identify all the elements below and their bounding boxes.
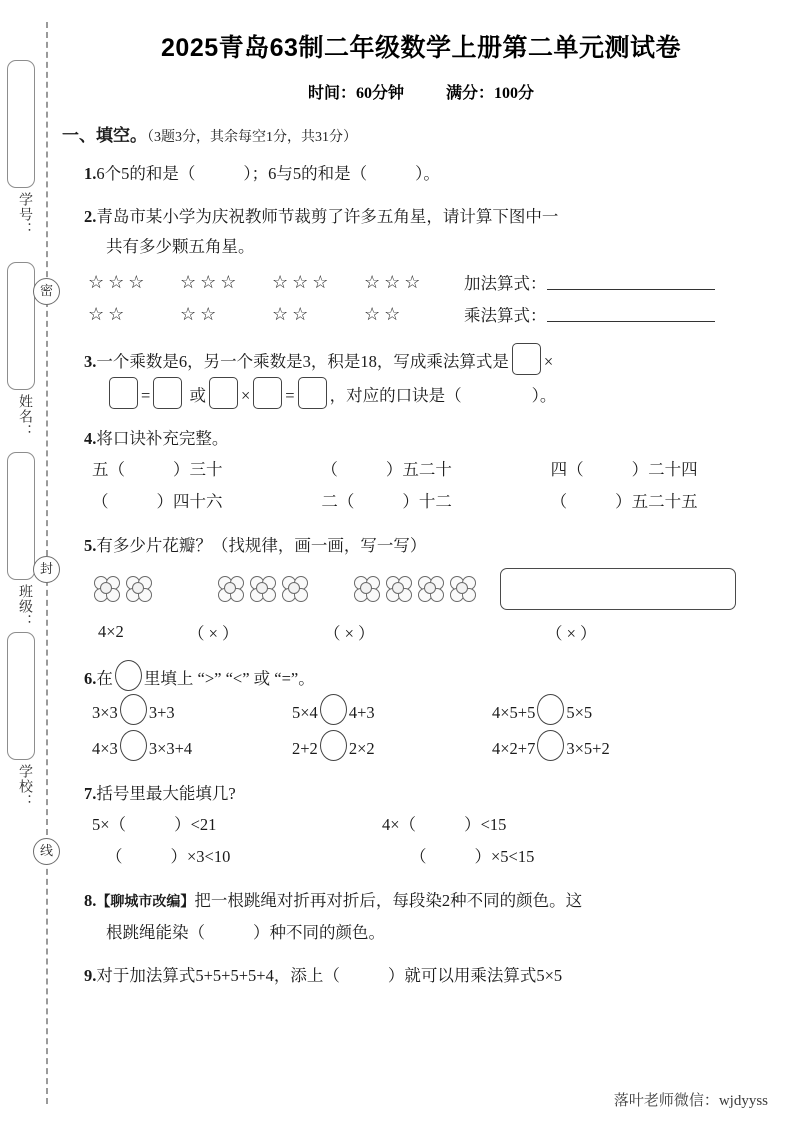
question-2	[62, 202, 780, 262]
q5-expression-1: 4×2	[98, 622, 124, 641]
compare-answer-circle[interactable]	[120, 694, 147, 725]
flower-icon	[248, 574, 278, 604]
flower-group-2	[216, 574, 352, 604]
question-8	[62, 886, 780, 948]
star-group: ☆☆☆	[364, 271, 425, 292]
question-7	[62, 779, 780, 809]
question-7-row-1	[62, 809, 780, 841]
q5-expression-4[interactable]: （ × ）	[546, 624, 597, 643]
multiplication-formula-label: 乘法算式：	[464, 306, 547, 325]
flower-icon	[216, 574, 246, 604]
compare-item-5-right: 2×2	[348, 739, 375, 758]
question-4-number: 4.	[84, 429, 97, 448]
question-7-title: 括号里最大能填几?	[96, 784, 236, 803]
q7-item-1-suffix: ）<21	[174, 815, 217, 834]
question-8-text-line2b: ）种不同的颜色。	[253, 923, 385, 942]
q4-item-2-suffix: ）五二十	[385, 460, 452, 479]
star-group: ☆☆	[180, 303, 221, 324]
q7-item-4	[396, 841, 670, 873]
question-4	[62, 424, 780, 454]
flower-icon	[124, 574, 154, 604]
star-group: ☆☆	[272, 303, 313, 324]
question-8-line-1	[84, 886, 780, 918]
q4-item-4	[92, 486, 321, 518]
compare-item-4	[92, 730, 292, 766]
question-7-number: 7.	[84, 784, 97, 803]
question-3	[62, 343, 780, 411]
exam-time-label: 时间：60分钟	[307, 85, 404, 102]
question-9	[62, 961, 780, 991]
flower-group-1	[92, 574, 216, 604]
seal-field-box-name[interactable]	[7, 262, 35, 390]
page-title: 2025青岛63制二年级数学上册第二单元测试卷	[161, 34, 681, 62]
question-1-text-c: ）。	[415, 164, 440, 183]
exam-score-label: 满分：100分	[446, 85, 535, 102]
footer-watermark: 落叶老师微信：wjdyyss	[613, 1093, 768, 1109]
q7-item-3-prefix: （	[106, 847, 123, 866]
q4-item-5-prefix: 二（	[321, 492, 355, 511]
star-group: ☆☆☆	[180, 271, 241, 292]
compare-item-4-right: 3×3+4	[148, 739, 193, 758]
question-3-times-2: ×	[240, 386, 251, 405]
question-7-row-2	[62, 841, 780, 873]
q7-item-3	[92, 841, 396, 873]
q7-item-2-suffix: ）<15	[464, 815, 507, 834]
exam-meta	[62, 80, 780, 103]
q7-item-4-prefix: （	[410, 847, 427, 866]
question-5-draw-answer-box[interactable]	[500, 568, 736, 610]
section-heading-note: （3题3分，其余每空1分，共31分）	[147, 130, 357, 145]
question-1	[62, 159, 780, 189]
seal-field-label-class: 班级：	[17, 584, 32, 629]
star-group: ☆☆☆	[272, 271, 333, 292]
q4-item-5-suffix: ）十二	[402, 492, 452, 511]
star-group: ☆☆	[88, 303, 129, 324]
question-3-times-1: ×	[543, 352, 554, 371]
compare-circle-icon	[115, 660, 142, 691]
seal-mark-xian: 线	[33, 838, 60, 865]
question-3-text: 一个乘数是6，另一个乘数是3，积是18，写成乘法算式是	[96, 352, 509, 371]
flower-icon	[280, 574, 310, 604]
q4-item-3-prefix: 四（	[550, 460, 584, 479]
seal-field-box-school[interactable]	[7, 632, 35, 760]
compare-item-3-left: 4×5+5	[492, 703, 536, 722]
q7-item-3-suffix: ）×3<10	[170, 847, 231, 866]
question-9-text-b: ）就可以用乘法算式5×5	[387, 966, 563, 985]
answer-box-q3-5[interactable]	[253, 377, 282, 409]
section-heading-text: 一、填空。	[62, 126, 147, 145]
q4-item-1-suffix: ）三十	[173, 460, 223, 479]
question-1-text-b: ）；6与5的和是（	[243, 164, 368, 183]
question-3-or: 或	[189, 386, 206, 405]
question-2-number: 2.	[84, 207, 97, 226]
q4-item-1	[92, 454, 321, 486]
q5-expression-2[interactable]: （ × ）	[188, 624, 239, 643]
flower-icon	[384, 574, 414, 604]
q4-item-3-suffix: ）二十四	[631, 460, 698, 479]
compare-item-3-right: 5×5	[566, 703, 593, 722]
compare-item-6-right: 3×5+2	[566, 739, 610, 758]
q4-item-2-prefix: （	[321, 460, 338, 479]
question-4-title: 将口诀补充完整。	[96, 429, 229, 448]
question-4-row-2	[62, 486, 780, 518]
seal-field-box-class[interactable]	[7, 452, 35, 580]
question-8-line-2	[84, 918, 780, 948]
section-heading-fill-in-blanks	[62, 121, 780, 146]
q7-item-2	[382, 809, 642, 841]
question-6-title-b: 里填上 “>” “<” 或 “=”。	[143, 669, 315, 688]
q4-item-1-prefix: 五（	[92, 460, 125, 479]
q4-item-6-prefix: （	[550, 492, 568, 511]
question-3-line-2	[84, 377, 780, 411]
question-2-text-line1: 青岛市某小学为庆祝教师节裁剪了许多五角星，请计算下图中一	[96, 207, 559, 226]
question-6-number: 6.	[84, 669, 97, 688]
question-5-expressions	[62, 617, 780, 647]
compare-item-1	[92, 694, 292, 730]
question-9-text-a: 对于加法算式5+5+5+5+4，添上（	[96, 966, 340, 985]
answer-box-q3-3[interactable]	[153, 377, 182, 409]
flower-group-3	[352, 574, 500, 604]
compare-answer-circle[interactable]	[320, 730, 347, 761]
q4-item-3	[551, 454, 780, 486]
question-5-title: 有多少片花瓣？（找规律，画一画，写一写）	[96, 536, 427, 555]
star-group: ☆☆☆	[88, 271, 149, 292]
star-row-top	[62, 266, 780, 298]
question-2-line-1	[84, 202, 780, 232]
question-3-tail: ，对应的口诀是（	[329, 386, 462, 405]
seal-mark-feng: 封	[33, 556, 60, 583]
multiplication-formula-answer-line[interactable]	[547, 306, 715, 322]
q7-item-2-prefix: 4×（	[382, 815, 417, 834]
compare-item-5-left: 2+2	[292, 739, 318, 758]
question-3-equals-1: =	[141, 386, 151, 405]
question-5-number: 5.	[84, 536, 97, 555]
q4-item-5	[321, 486, 550, 518]
question-6	[62, 660, 780, 694]
compare-item-1-left: 3×3	[92, 703, 118, 722]
q4-item-2	[321, 454, 550, 486]
answer-box-q3-2[interactable]	[109, 377, 138, 409]
star-group: ☆☆	[364, 303, 405, 324]
addition-formula-label: 加法算式：	[464, 274, 547, 293]
seal-field-label-school: 学校：	[17, 764, 32, 809]
seal-field-label-student-id: 学号：	[17, 192, 32, 237]
flower-icon	[416, 574, 446, 604]
compare-item-6-left: 4×2+7	[492, 739, 536, 758]
compare-answer-circle[interactable]	[120, 730, 147, 761]
question-1-number: 1.	[84, 164, 97, 183]
question-1-text-a: 6个5的和是（	[96, 164, 196, 183]
flower-icon	[352, 574, 382, 604]
flower-icon	[448, 574, 478, 604]
compare-item-3	[492, 694, 698, 730]
question-2-text-line2: 共有多少颗五角星。	[106, 237, 255, 256]
question-4-row-1	[62, 454, 780, 486]
question-6-title-a: 在	[96, 669, 113, 688]
seal-mark-mi: 密	[33, 278, 60, 305]
q7-item-1	[92, 809, 382, 841]
question-3-tail-end: ）。	[531, 386, 557, 405]
question-9-number: 9.	[84, 966, 97, 985]
question-3-line-1	[84, 343, 780, 377]
compare-item-4-left: 4×3	[92, 739, 118, 758]
question-2-star-diagram	[62, 266, 780, 330]
question-6-row-1	[62, 694, 780, 730]
answer-box-q3-6[interactable]	[298, 377, 327, 409]
compare-answer-circle[interactable]	[320, 694, 347, 725]
question-3-number: 3.	[84, 352, 97, 371]
question-8-text-line2a: 根跳绳能染（	[106, 923, 205, 942]
q7-item-1-prefix: 5×（	[92, 815, 127, 834]
question-8-text-line1: 把一根跳绳对折再对折后，每段染2种不同的颜色。这	[194, 891, 583, 910]
q5-expression-3[interactable]: （ × ）	[324, 624, 375, 643]
question-8-number: 8.	[84, 891, 97, 910]
compare-item-2-left: 5×4	[292, 703, 318, 722]
addition-formula-answer-line[interactable]	[547, 274, 715, 290]
q4-item-4-suffix: ）四十六	[156, 492, 223, 511]
question-8-source-tag: 【聊城市改编】	[96, 895, 195, 910]
flower-icon	[92, 574, 122, 604]
compare-answer-circle[interactable]	[537, 730, 564, 761]
question-3-equals-2: =	[285, 386, 295, 405]
compare-answer-circle[interactable]	[537, 694, 564, 725]
seal-field-box-student-id[interactable]	[7, 60, 35, 188]
question-2-line-2	[84, 232, 780, 262]
star-row-bottom	[62, 298, 780, 330]
seal-sidebar	[0, 0, 58, 1122]
compare-item-2-right: 4+3	[348, 703, 375, 722]
q4-item-6	[551, 486, 780, 518]
compare-item-1-right: 3+3	[148, 703, 175, 722]
seal-field-label-name: 姓名：	[17, 394, 32, 439]
paper-content	[62, 0, 780, 1122]
compare-item-5	[292, 730, 492, 766]
compare-item-6	[492, 730, 698, 766]
answer-box-q3-1[interactable]	[512, 343, 541, 375]
question-5	[62, 531, 780, 561]
q7-item-4-suffix: ）×5<15	[474, 847, 535, 866]
q4-item-4-prefix: （	[92, 492, 109, 511]
compare-item-2	[292, 694, 492, 730]
answer-box-q3-4[interactable]	[209, 377, 238, 409]
question-6-row-2	[62, 730, 780, 766]
q4-item-6-suffix: ）五二十五	[615, 492, 698, 511]
question-5-flower-diagram	[62, 561, 780, 617]
